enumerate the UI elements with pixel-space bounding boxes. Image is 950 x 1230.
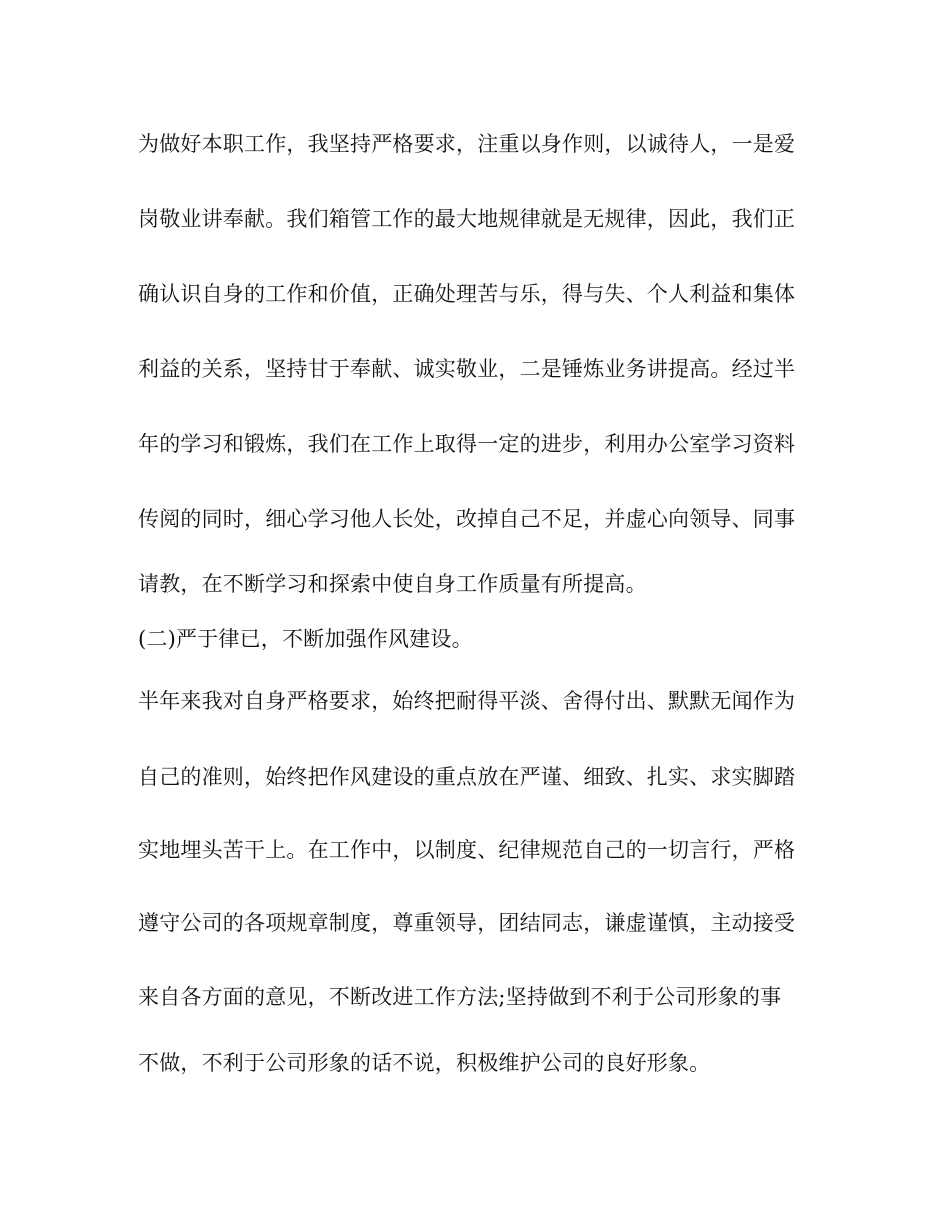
paragraph-line: 半年来我对自身严格要求，始终把耐得平淡、舍得付出、默默无闻作为 [138,689,796,713]
paragraph-line: 年的学习和锻炼，我们在工作上取得一定的进步，利用办公室学习资料 [138,432,796,456]
paragraph-line: 确认识自身的工作和价值，正确处理苦与乐，得与失、个人利益和集体 [138,282,796,306]
paragraph-line: 岗敬业讲奉献。我们箱管工作的最大地规律就是无规律，因此，我们正 [138,207,796,231]
paragraph-line: 自己的准则，始终把作风建设的重点放在严谨、细致、扎实、求实脚踏 [138,765,796,789]
paragraph-line: 遵守公司的各项规章制度，尊重领导，团结同志，谦虚谨慎，主动接受 [138,911,796,935]
paragraph-line: 实地埋头苦干上。在工作中，以制度、纪律规范自己的一切言行，严格 [138,838,796,862]
section-heading: (二)严于律已，不断加强作风建设。 [138,627,473,651]
paragraph-line: 请教，在不断学习和探索中使自身工作质量有所提高。 [138,572,647,596]
paragraph-line: 为做好本职工作，我坚持严格要求，注重以身作则，以诚待人，一是爱 [138,132,796,156]
paragraph-line: 来自各方面的意见，不断改进工作方法;坚持做到不利于公司形象的事 [138,985,782,1009]
paragraph-line: 不做，不利于公司形象的话不说，积极维护公司的良好形象。 [138,1051,711,1075]
paragraph-line: 利益的关系，坚持甘于奉献、诚实敬业，二是锤炼业务讲提高。经过半 [138,357,796,381]
paragraph-line: 传阅的同时，细心学习他人长处，改掉自己不足，并虚心向领导、同事 [138,507,796,531]
